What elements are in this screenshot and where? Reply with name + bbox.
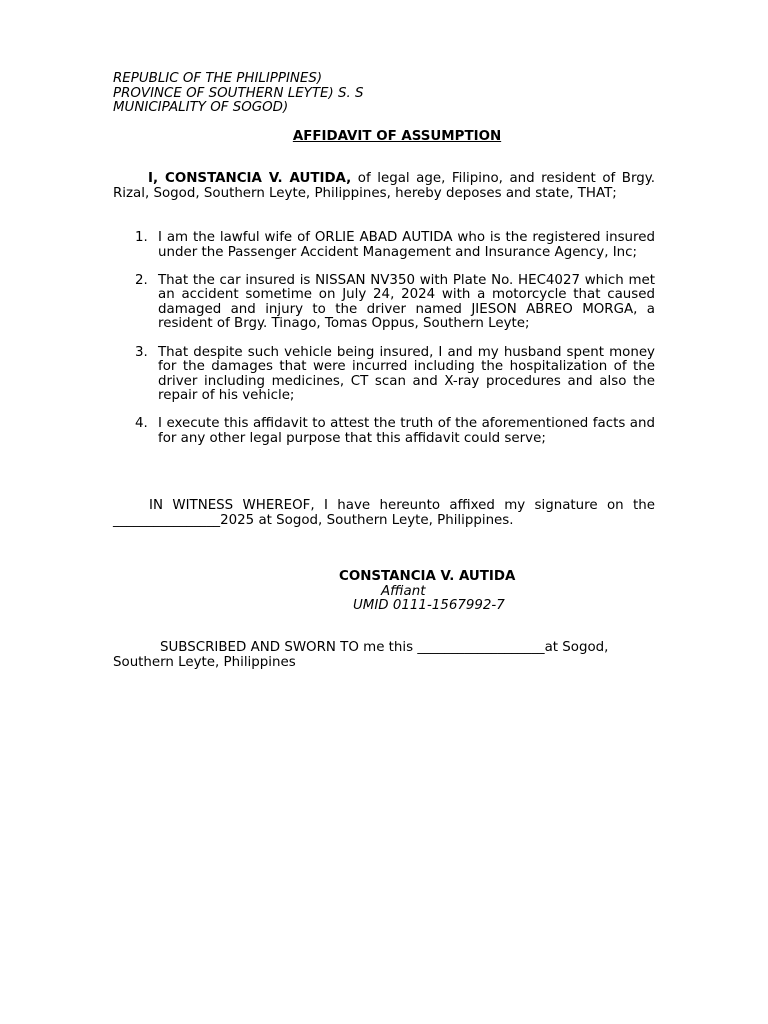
list-item bbox=[113, 231, 655, 260]
affiant-name: CONSTANCIA V. AUTIDA bbox=[339, 569, 516, 584]
document-title: AFFIDAVIT OF ASSUMPTION bbox=[292, 129, 502, 144]
venue-municipality: MUNICIPALITY OF SOGOD) bbox=[113, 100, 289, 116]
affiant-umid: UMID 0111-1567992-7 bbox=[353, 598, 505, 614]
affiant-role: Affiant bbox=[381, 583, 426, 599]
list-item-number: 3. bbox=[135, 344, 148, 360]
statement-list bbox=[113, 231, 655, 460]
venue-province: PROVINCE OF SOUTHERN LEYTE) S. S bbox=[113, 85, 364, 101]
jurat-paragraph: SUBSCRIBED AND SWORN TO me this ___________________at Sogod, Southern Leyte, Philippines bbox=[113, 640, 609, 670]
list-item bbox=[113, 274, 655, 332]
affiant-name-intro: I, CONSTANCIA V. AUTIDA, bbox=[148, 171, 352, 186]
list-item-number: 4. bbox=[135, 416, 148, 432]
list-item-number: 1. bbox=[135, 230, 148, 245]
venue-block bbox=[113, 72, 363, 116]
list-item-text: That the car insured is NISSAN NV350 with Plate No. HEC4027 which met an accident sometime on July 24, 2024 with a motorcycle that caused damaged and injury to the driver named JIESON ABREO MORGA, a resident of Brgy. Tinago, Tomas Oppus, Southern Leyte; bbox=[158, 272, 655, 332]
venue-republic: REPUBLIC OF THE PHILIPPINES) bbox=[113, 71, 323, 86]
intro-text: of legal age, Filipino, and resident of Brgy. Rizal, Sogod, Southern Leyte, Philippines, hereby deposes and state, THAT; bbox=[113, 171, 655, 201]
list-item-text: I execute this affidavit to attest the truth of the aforementioned facts and for any other legal purpose that this affidavit could serve; bbox=[158, 416, 655, 447]
witness-paragraph: IN WITNESS WHEREOF, I have hereunto affixed my signature on the ________________2025 at Sogod, Southern Leyte, Philippines. bbox=[113, 498, 655, 528]
list-item-text: That despite such vehicle being insured, I and my husband spent money for the damages that were incurred including the hospitalization of the driver including medicines, CT scan and X-ray procedures and also the repair of his vehicle; bbox=[158, 344, 655, 404]
list-item-text: I am the lawful wife of ORLIE ABAD AUTIDA who is the registered insured under the Passenger Accident Management and Insurance Agency, Inc; bbox=[158, 230, 655, 260]
list-item-number: 2. bbox=[135, 272, 148, 288]
intro-paragraph bbox=[113, 172, 655, 201]
list-item bbox=[113, 346, 655, 404]
list-item bbox=[113, 417, 655, 446]
